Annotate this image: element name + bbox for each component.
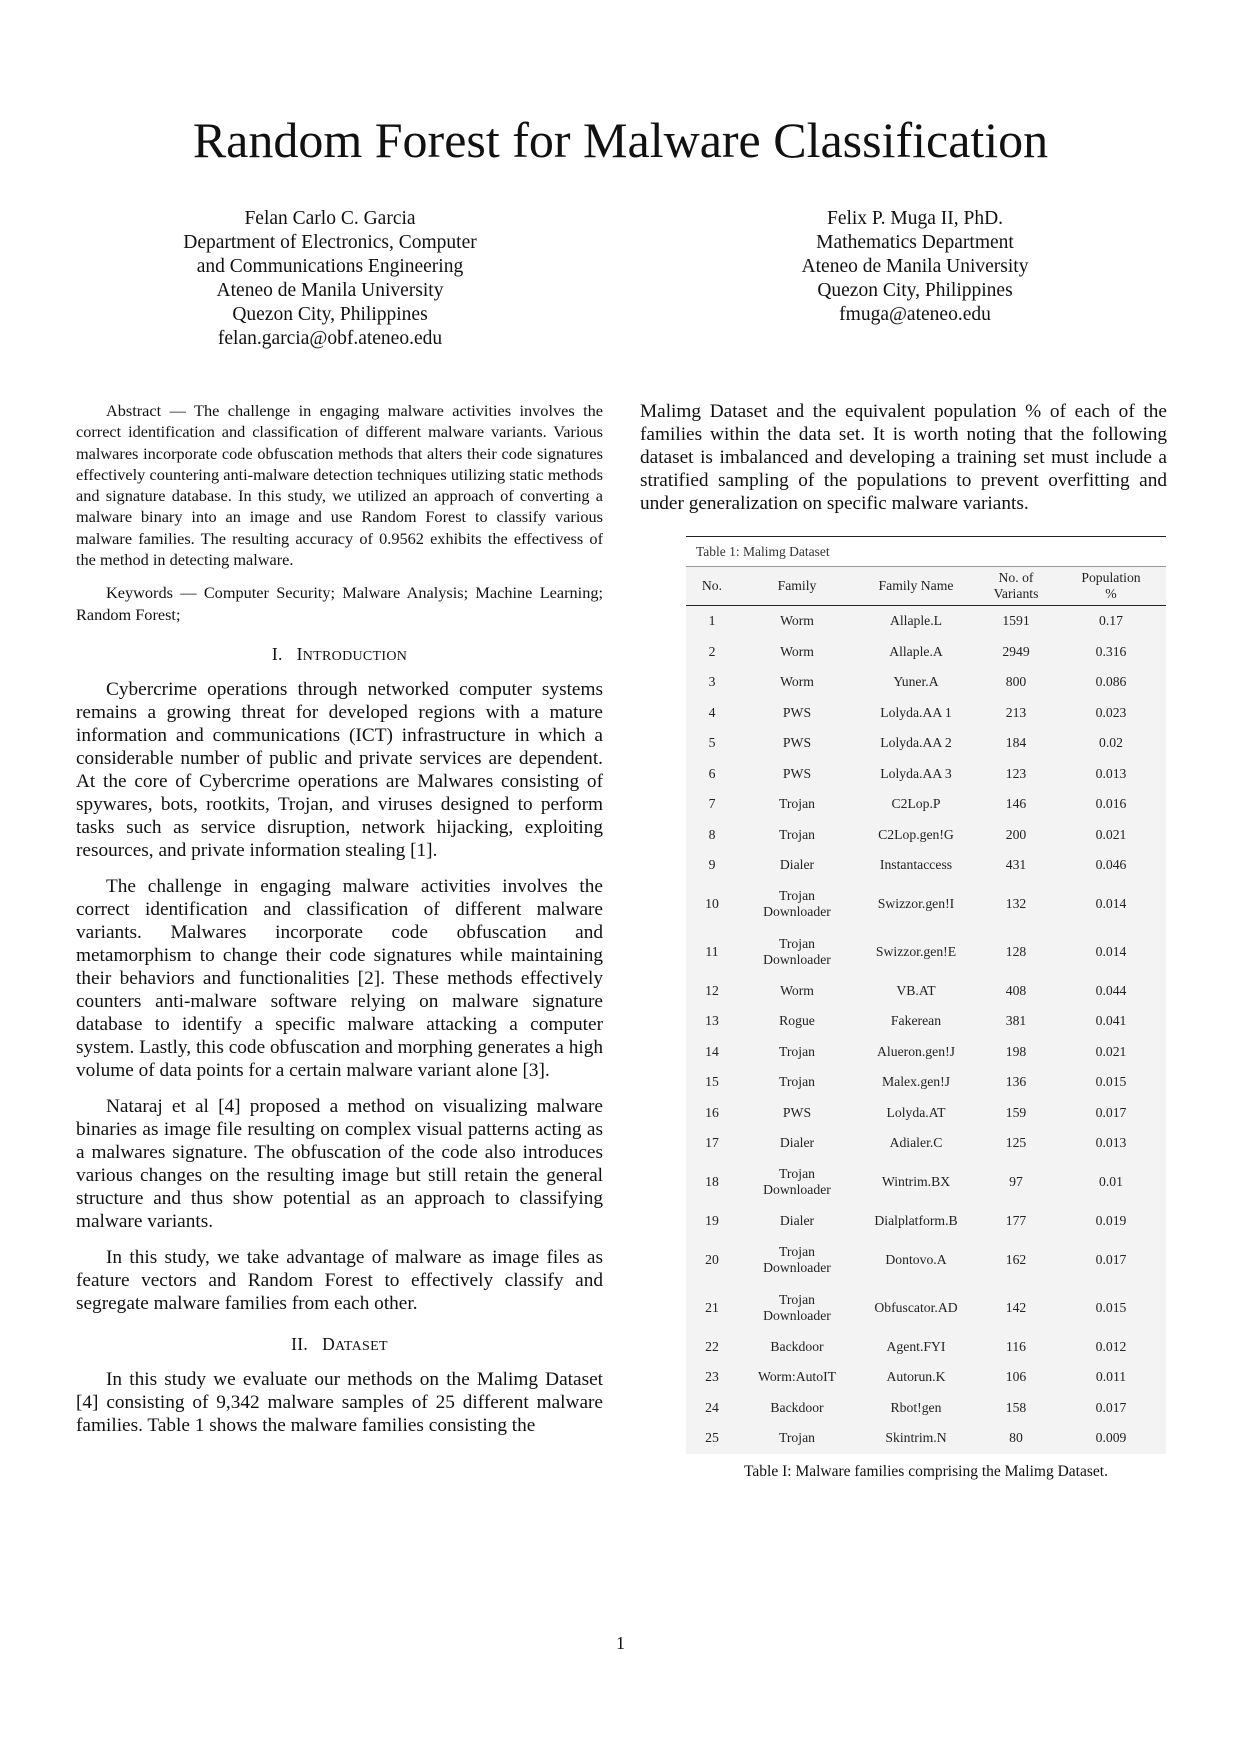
malimg-data-table	[686, 567, 1166, 1454]
table-row	[686, 606, 1166, 637]
cell-family	[738, 820, 856, 851]
table-row	[686, 1237, 1166, 1285]
cell-family-name: Lolyda.AA 1	[880, 704, 952, 720]
cell-no: 18	[705, 1174, 719, 1190]
cell-population: 0.009	[1095, 1430, 1127, 1446]
author-affiliation-line: Ateneo de Manila University	[801, 256, 1029, 277]
cell-population: 0.017	[1095, 1104, 1127, 1120]
cell-variants: 132	[1005, 896, 1027, 912]
cell-no: 22	[705, 1338, 719, 1354]
cell-family-name: Agent.FYI	[886, 1338, 946, 1354]
right-column	[640, 400, 1167, 515]
intro-paragraph: Cybercrime operations through networked computer systems remains a growing threat for developed regions with a mature information and communications (ICT) infrastructure in which a considerable number of public and private services are dependent. At the core of Cybercrime operations are Malwares consisting of spywares, bots, rootkits, Trojan, and viruses designed to perform tasks such as service disruption, network hijacking, exploiting resources, and private information stealing [1].	[76, 678, 603, 861]
family-line: Trojan	[778, 1244, 815, 1260]
family-line: PWS	[782, 765, 812, 781]
section-title-initial: D	[322, 1333, 336, 1354]
keywords-text: Keywords — Computer Security; Malware Analysis; Machine Learning; Random Forest;	[76, 583, 603, 624]
section-heading-introduction	[76, 643, 603, 668]
intro-paragraph: In this study, we take advantage of malware as image files as feature vectors and Random Forest to effectively classify and segregate malware families from each other.	[76, 1246, 603, 1314]
table-row	[686, 928, 1166, 976]
cell-family	[738, 1098, 856, 1129]
cell-no: 7	[708, 796, 716, 812]
table-row	[686, 1006, 1166, 1037]
table-row	[686, 1423, 1166, 1454]
cell-variants: 106	[1005, 1369, 1027, 1385]
cell-no: 6	[708, 765, 716, 781]
cell-no: 16	[705, 1104, 719, 1120]
author-name: Felan Carlo C. Garcia	[244, 208, 416, 229]
cell-population: 0.013	[1095, 1135, 1127, 1151]
cell-variants: 408	[1005, 982, 1027, 998]
cell-population: 0.017	[1095, 1399, 1127, 1415]
cell-variants: 381	[1005, 1013, 1027, 1029]
cell-family-name: Swizzor.gen!E	[875, 943, 957, 959]
section-number: II.	[291, 1333, 309, 1354]
cell-population: 0.044	[1095, 982, 1127, 998]
author-affiliation-line: Quezon City, Philippines	[232, 304, 428, 325]
intro-paragraph: Nataraj et al [4] proposed a method on visualizing malware binaries as image file resulting on complex visual patterns acting as a malwares signature. The obfuscation of the code also introduces various changes on the resulting image but still retain the general structure and thus show potential as an approach to classifying malware variants.	[76, 1095, 603, 1232]
section-title-initial: I	[296, 643, 303, 664]
cell-variants: 213	[1005, 704, 1027, 720]
cell-population: 0.014	[1095, 943, 1127, 959]
cell-family	[738, 1067, 856, 1098]
family-line: Worm	[780, 643, 814, 659]
table-row	[686, 1284, 1166, 1332]
table-row	[686, 1393, 1166, 1424]
cell-family-name: Dialplatform.B	[874, 1213, 958, 1229]
section-number: I.	[271, 643, 283, 664]
table-row	[686, 1206, 1166, 1237]
cell-family-name: Allaple.L	[889, 613, 943, 629]
cell-family	[738, 637, 856, 668]
cell-no: 19	[705, 1213, 719, 1229]
table-row	[686, 976, 1166, 1007]
family-line: Trojan	[778, 1430, 815, 1446]
cell-family-name: Swizzor.gen!I	[877, 896, 955, 912]
cell-family	[738, 1423, 856, 1454]
intro-paragraph: The challenge in engaging malware activities involves the correct identification and classification of different malware variants. Malwares incorporate code obfuscation and metamorphism to change their code signatures while maintaining their behaviors and functionalities [2]. These methods effectively counters anti-malware software relying on malware signature database to identify a specific malware attacking a computer system. Lastly, this code obfuscation and morphing generates a high volume of data points for a certain malware variant alone [3].	[76, 875, 603, 1081]
cell-no: 25	[705, 1430, 719, 1446]
header-no: No.	[686, 567, 738, 606]
cell-family	[738, 1206, 856, 1237]
table-row	[686, 698, 1166, 729]
cell-family	[738, 759, 856, 790]
cell-population: 0.015	[1095, 1074, 1127, 1090]
table-row	[686, 881, 1166, 929]
cell-variants: 200	[1005, 826, 1027, 842]
abstract-text: Abstract — The challenge in engaging malware activities involves the correct identification and classification of different malware variants. Various malwares incorporate code obfuscation methods that alters their code signatures effectively countering anti-malware detection techniques utilizing static methods and signature database. In this study, we utilized an approach of converting a malware binary into an image and use Random Forest to classify various malware families. The resulting accuracy of 0.9562 exhibits the effectivess of the method in detecting malware.	[76, 401, 603, 570]
table-row	[686, 1332, 1166, 1363]
family-line: Downloader	[763, 904, 831, 920]
cell-variants: 800	[1005, 674, 1027, 690]
abstract-block	[76, 400, 603, 625]
cell-family	[738, 789, 856, 820]
family-line: Rogue	[779, 1013, 815, 1029]
cell-population: 0.019	[1095, 1213, 1127, 1229]
cell-family	[738, 881, 856, 929]
cell-no: 5	[708, 735, 716, 751]
cell-population: 0.01	[1099, 1174, 1123, 1190]
cell-family	[738, 1362, 856, 1393]
author-affiliation-line: Department of Electronics, Computer	[183, 232, 477, 253]
family-line: Dialer	[779, 1213, 815, 1229]
author-name: Felix P. Muga II, PhD.	[826, 208, 1004, 229]
section-heading-dataset	[76, 1333, 603, 1358]
cell-family	[738, 667, 856, 698]
family-line: Downloader	[763, 951, 831, 967]
table-row	[686, 728, 1166, 759]
cell-variants: 116	[1005, 1338, 1027, 1354]
cell-family-name: C2Lop.gen!G	[878, 826, 954, 842]
family-line: Worm	[780, 982, 814, 998]
cell-variants: 158	[1005, 1399, 1027, 1415]
cell-variants: 136	[1005, 1074, 1027, 1090]
table-row	[686, 637, 1166, 668]
cell-population: 0.17	[1099, 613, 1123, 629]
cell-family-name: Obfuscator.AD	[874, 1299, 958, 1315]
family-line: Trojan	[778, 935, 815, 951]
cell-no: 10	[705, 896, 719, 912]
family-line: Downloader	[763, 1307, 831, 1323]
cell-no: 14	[705, 1043, 719, 1059]
cell-population: 0.012	[1095, 1338, 1127, 1354]
cell-variants: 198	[1005, 1043, 1027, 1059]
cell-population: 0.014	[1095, 896, 1127, 912]
family-line: Worm	[780, 613, 814, 629]
family-line: Trojan	[778, 1291, 815, 1307]
left-column	[76, 400, 603, 1450]
cell-variants: 142	[1005, 1299, 1027, 1315]
cell-family-name: Autorun.K	[886, 1369, 946, 1385]
cell-family	[738, 606, 856, 637]
cell-variants: 123	[1005, 765, 1027, 781]
cell-no: 17	[705, 1135, 719, 1151]
author-affiliation-line: and Communications Engineering	[196, 256, 464, 277]
family-line: Worm:AutoIT	[758, 1369, 836, 1385]
cell-no: 3	[708, 674, 716, 690]
cell-no: 23	[705, 1369, 719, 1385]
paper-title: Random Forest for Malware Classification	[192, 112, 1049, 168]
cell-population: 0.316	[1095, 643, 1127, 659]
cell-family-name: Lolyda.AA 3	[880, 765, 952, 781]
cell-no: 20	[705, 1252, 719, 1268]
cell-family	[738, 1128, 856, 1159]
family-line: Worm	[780, 674, 814, 690]
author-email: fmuga@ateneo.edu	[839, 304, 991, 325]
section-title-rest: NTRODUCTION	[302, 648, 408, 664]
cell-no: 1	[708, 613, 716, 629]
cell-family	[738, 850, 856, 881]
cell-family	[738, 928, 856, 976]
body-text	[76, 643, 603, 1437]
family-line: Downloader	[763, 1260, 831, 1276]
family-line: Trojan	[778, 1166, 815, 1182]
header-variants: No. of Variants	[976, 567, 1056, 606]
author-email: felan.garcia@obf.ateneo.edu	[217, 328, 443, 349]
cell-family-name: Wintrim.BX	[881, 1174, 951, 1190]
table-body	[686, 606, 1166, 1454]
dataset-paragraph-continued: Malimg Dataset and the equivalent population % of each of the families within the data set. It is worth noting that the following dataset is imbalanced and developing a training set must include a stratified sampling of the populations to prevent overfitting and under generalization on specific malware variants.	[640, 401, 1167, 514]
cell-no: 2	[708, 643, 716, 659]
cell-population: 0.017	[1095, 1252, 1127, 1268]
family-line: PWS	[782, 735, 812, 751]
cell-no: 4	[708, 704, 716, 720]
cell-family	[738, 1159, 856, 1207]
cell-family-name: Dontovo.A	[885, 1252, 947, 1268]
header-family-name: Family Name	[856, 567, 976, 606]
cell-no: 24	[705, 1399, 719, 1415]
cell-variants: 177	[1005, 1213, 1027, 1229]
cell-family	[738, 698, 856, 729]
cell-no: 11	[705, 943, 719, 959]
cell-variants: 97	[1009, 1174, 1023, 1190]
cell-variants: 162	[1005, 1252, 1027, 1268]
cell-family-name: Skintrim.N	[885, 1430, 947, 1446]
table-row	[686, 789, 1166, 820]
cell-no: 13	[705, 1013, 719, 1029]
family-line: Trojan	[778, 1043, 815, 1059]
cell-family	[738, 1284, 856, 1332]
cell-family	[738, 1006, 856, 1037]
cell-variants: 184	[1005, 735, 1027, 751]
cell-family-name: Yuner.A	[893, 674, 939, 690]
table-header-row	[686, 567, 1166, 606]
cell-family-name: C2Lop.P	[891, 796, 941, 812]
cell-population: 0.021	[1095, 826, 1127, 842]
author-affiliation-line: Ateneo de Manila University	[216, 280, 444, 301]
table-row	[686, 850, 1166, 881]
cell-population: 0.015	[1095, 1299, 1127, 1315]
cell-family-name: Lolyda.AA 2	[880, 735, 952, 751]
table-row	[686, 1362, 1166, 1393]
cell-variants: 125	[1005, 1135, 1027, 1151]
table-row	[686, 1098, 1166, 1129]
cell-no: 15	[705, 1074, 719, 1090]
cell-population: 0.046	[1095, 857, 1127, 873]
table-caption-top: Table 1: Malimg Dataset	[686, 536, 1166, 567]
cell-family-name: Lolyda.AT	[886, 1104, 946, 1120]
cell-family-name: Allaple.A	[889, 643, 943, 659]
cell-population: 0.02	[1099, 735, 1123, 751]
header-family: Family	[738, 567, 856, 606]
cell-family	[738, 1332, 856, 1363]
cell-no: 9	[708, 857, 716, 873]
table-row	[686, 759, 1166, 790]
cell-family-name: VB.AT	[896, 982, 936, 998]
table-row	[686, 1037, 1166, 1068]
cell-population: 0.011	[1095, 1369, 1127, 1385]
cell-family	[738, 1393, 856, 1424]
cell-no: 12	[705, 982, 719, 998]
family-line: PWS	[782, 1104, 812, 1120]
table-caption-bottom: Table I: Malware families comprising the Malimg Dataset.	[744, 1463, 1108, 1480]
table-row	[686, 820, 1166, 851]
cell-population: 0.041	[1095, 1013, 1127, 1029]
cell-population: 0.013	[1095, 765, 1127, 781]
cell-family-name: Fakerean	[890, 1013, 942, 1029]
cell-family-name: Adialer.C	[889, 1135, 943, 1151]
table-row	[686, 1128, 1166, 1159]
cell-family-name: Alueron.gen!J	[877, 1043, 955, 1059]
table-row	[686, 1159, 1166, 1207]
cell-family	[738, 1037, 856, 1068]
section-title-rest: ATASET	[335, 1338, 388, 1354]
cell-family-name: Malex.gen!J	[881, 1074, 951, 1090]
cell-family	[738, 1237, 856, 1285]
cell-family	[738, 728, 856, 759]
cell-variants: 80	[1009, 1430, 1023, 1446]
cell-population: 0.021	[1095, 1043, 1127, 1059]
table-row	[686, 1067, 1166, 1098]
family-line: Trojan	[778, 826, 815, 842]
page-number: 1	[616, 1633, 625, 1653]
cell-family	[738, 976, 856, 1007]
header-population: Population %	[1056, 567, 1166, 606]
dataset-paragraph: In this study we evaluate our methods on the Malimg Dataset [4] consisting of 9,342 malware samples of 25 different malware families. Table 1 shows the malware families consisting the	[76, 1368, 603, 1436]
author-affiliation-line: Mathematics Department	[816, 232, 1014, 253]
table-row	[686, 667, 1166, 698]
author-affiliation-line: Quezon City, Philippines	[817, 280, 1013, 301]
family-line: Trojan	[778, 1074, 815, 1090]
family-line: Backdoor	[770, 1338, 824, 1354]
family-line: Downloader	[763, 1182, 831, 1198]
cell-variants: 159	[1005, 1104, 1027, 1120]
cell-variants: 2949	[1002, 643, 1030, 659]
cell-population: 0.023	[1095, 704, 1127, 720]
author-block-1	[120, 207, 540, 351]
cell-variants: 1591	[1002, 613, 1030, 629]
family-line: Backdoor	[770, 1399, 824, 1415]
family-line: PWS	[782, 704, 812, 720]
malimg-table	[686, 536, 1166, 1454]
cell-variants: 128	[1005, 943, 1027, 959]
cell-variants: 431	[1005, 857, 1027, 873]
cell-no: 8	[708, 826, 716, 842]
family-line: Trojan	[778, 888, 815, 904]
cell-family-name: Rbot!gen	[890, 1399, 942, 1415]
family-line: Dialer	[779, 1135, 815, 1151]
family-line: Trojan	[778, 796, 815, 812]
cell-family-name: Instantaccess	[879, 857, 953, 873]
cell-population: 0.016	[1095, 796, 1127, 812]
author-block-2	[705, 207, 1125, 327]
family-line: Dialer	[779, 857, 815, 873]
cell-population: 0.086	[1095, 674, 1127, 690]
cell-variants: 146	[1005, 796, 1027, 812]
cell-no: 21	[705, 1299, 719, 1315]
